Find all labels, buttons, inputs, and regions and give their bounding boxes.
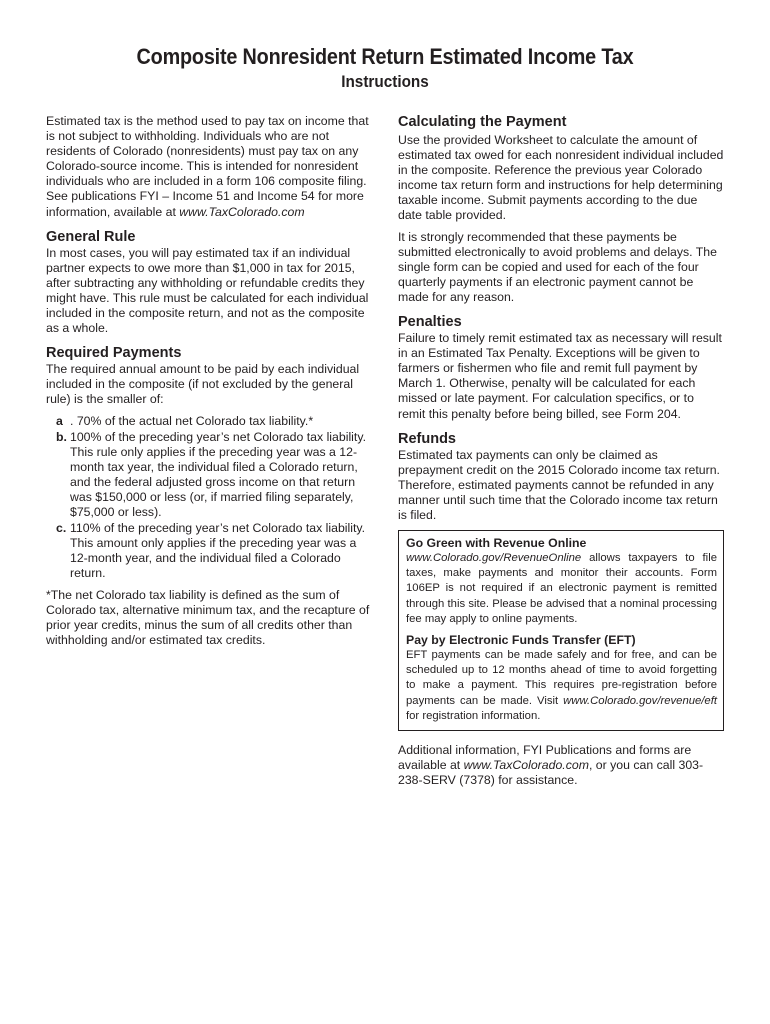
- taxcolorado-link[interactable]: www.TaxColorado.com: [179, 204, 305, 219]
- list-item-text: 110% of the preceding year’s net Colorado tax liability. This amount only applies if the preceding year was a 12-month year, and the individual filed a Colorado return.: [70, 521, 366, 581]
- list-item-text: 100% of the preceding year’s net Colorado tax liability. This rule only applies if the preceding year was a 12-month tax year, the individual filed a Colorado return, and the federal adjusted gross income on that return was $150,000 or less (or, if married filing separately, $75,000 or less).: [70, 429, 366, 520]
- list-marker: a: [56, 413, 63, 428]
- list-item: [46, 414, 376, 429]
- required-payments-list: [46, 414, 376, 582]
- list-item-text: . 70% of the actual net Colorado tax liability.*: [70, 413, 314, 428]
- additional-info: [398, 743, 724, 788]
- intro-paragraph: [46, 114, 376, 220]
- intro-text: Estimated tax is the method used to pay tax on income that is not subject to withholding. Individuals who are not residents of Colorado (nonresidents) must pay tax on any Colorado-source income. This is intended for nonresident individuals who are included in a form 106 composite filing. See publications FYI – Income 51 and Income 54 for more information, available at: [46, 114, 369, 219]
- required-payments-text: The required annual amount to be paid by each individual included in the composite (if not excluded by the general rule) is the smaller of:: [46, 362, 360, 407]
- refunds-heading: Refunds: [398, 430, 456, 447]
- eft-body: EFT payments can be made safely and for free, and can be scheduled up to 12 months ahead of time to avoid forgetting to make a payment. This requires pre-registration before payments can be made. Visit: [406, 649, 717, 707]
- eft-text: [406, 648, 717, 724]
- penalties-text: Failure to timely remit estimated tax as necessary will result in an Estimated Tax Penalty. Exceptions will be given to farmers or fishermen who file and remit full payment by March 1. Otherwise, penalty will be calculated for each missed or late payment. For calculation specifics, or to remit this penalty before being billed, see Form 204.: [398, 331, 722, 421]
- list-item: [46, 521, 376, 581]
- additional-info-text: Additional information, FYI Publications and forms are available at: [398, 743, 692, 773]
- electronic-payment-box: [398, 530, 724, 731]
- eft-link[interactable]: www.Colorado.gov/revenue/eft: [563, 694, 717, 707]
- electronic-recommendation-text: It is strongly recommended that these payments be submitted electronically to avoid problems and delays. The single form can be copied and used for each of the four quarterly payments if an electronic payment cannot be made for any reason.: [398, 229, 717, 304]
- right-column: [398, 114, 724, 788]
- general-rule-text: In most cases, you will pay estimated tax if an individual partner expects to owe more than $1,000 in tax for 2015, after subtracting any withholding or refundable credits they might have. This rule must be calculated for each individual included in the composite return, and not as the composite as a whole.: [46, 245, 369, 336]
- list-marker: c.: [56, 521, 67, 536]
- go-green-body: allows taxpayers to file taxes, make payments and monitor their accounts. Form 106EP is not required if an electronic payment is remitted through this site. Please be advised that a nominal processing fee may apply to online payments.: [406, 552, 717, 625]
- general-rule-heading: General Rule: [46, 228, 136, 245]
- go-green-heading: Go Green with Revenue Online: [406, 536, 587, 551]
- footnote: *The net Colorado tax liability is defined as the sum of Colorado tax, alternative minimum tax, and the recapture of prior year credits, minus the sum of all credits other than withholding and/or estimated tax credits.: [46, 587, 370, 647]
- page-title: Composite Nonresident Return Estimated Income Tax: [136, 44, 634, 69]
- list-marker: b.: [56, 429, 67, 444]
- additional-info-tail: , or you can call 303-238-SERV (7378) for assistance.: [398, 758, 704, 788]
- taxcolorado-link-2[interactable]: www.TaxColorado.com: [463, 758, 589, 773]
- eft-heading: Pay by Electronic Funds Transfer (EFT): [406, 633, 636, 648]
- required-payments-heading: Required Payments: [46, 345, 182, 362]
- left-column: [46, 114, 376, 648]
- penalties-heading: Penalties: [398, 314, 462, 331]
- list-item: [46, 430, 376, 521]
- go-green-text: [406, 551, 717, 627]
- eft-tail: for registration information.: [406, 709, 541, 722]
- revenue-online-link[interactable]: www.Colorado.gov/RevenueOnline: [406, 552, 582, 565]
- page-subtitle: Instructions: [341, 72, 429, 91]
- refunds-text: Estimated tax payments can only be claimed as prepayment credit on the 2015 Colorado income tax return. Therefore, estimated payments cannot be refunded in any manner until such time that the Colorado income tax return is filed.: [398, 447, 720, 522]
- calculating-heading: Calculating the Payment: [398, 114, 567, 130]
- calculating-text: Use the provided Worksheet to calculate the amount of estimated tax owed for each nonresident individual included in the composite. Reference the previous year Colorado income tax return form and instructions for help determining taxable income. Submit payments according to the due date table provided.: [398, 133, 724, 223]
